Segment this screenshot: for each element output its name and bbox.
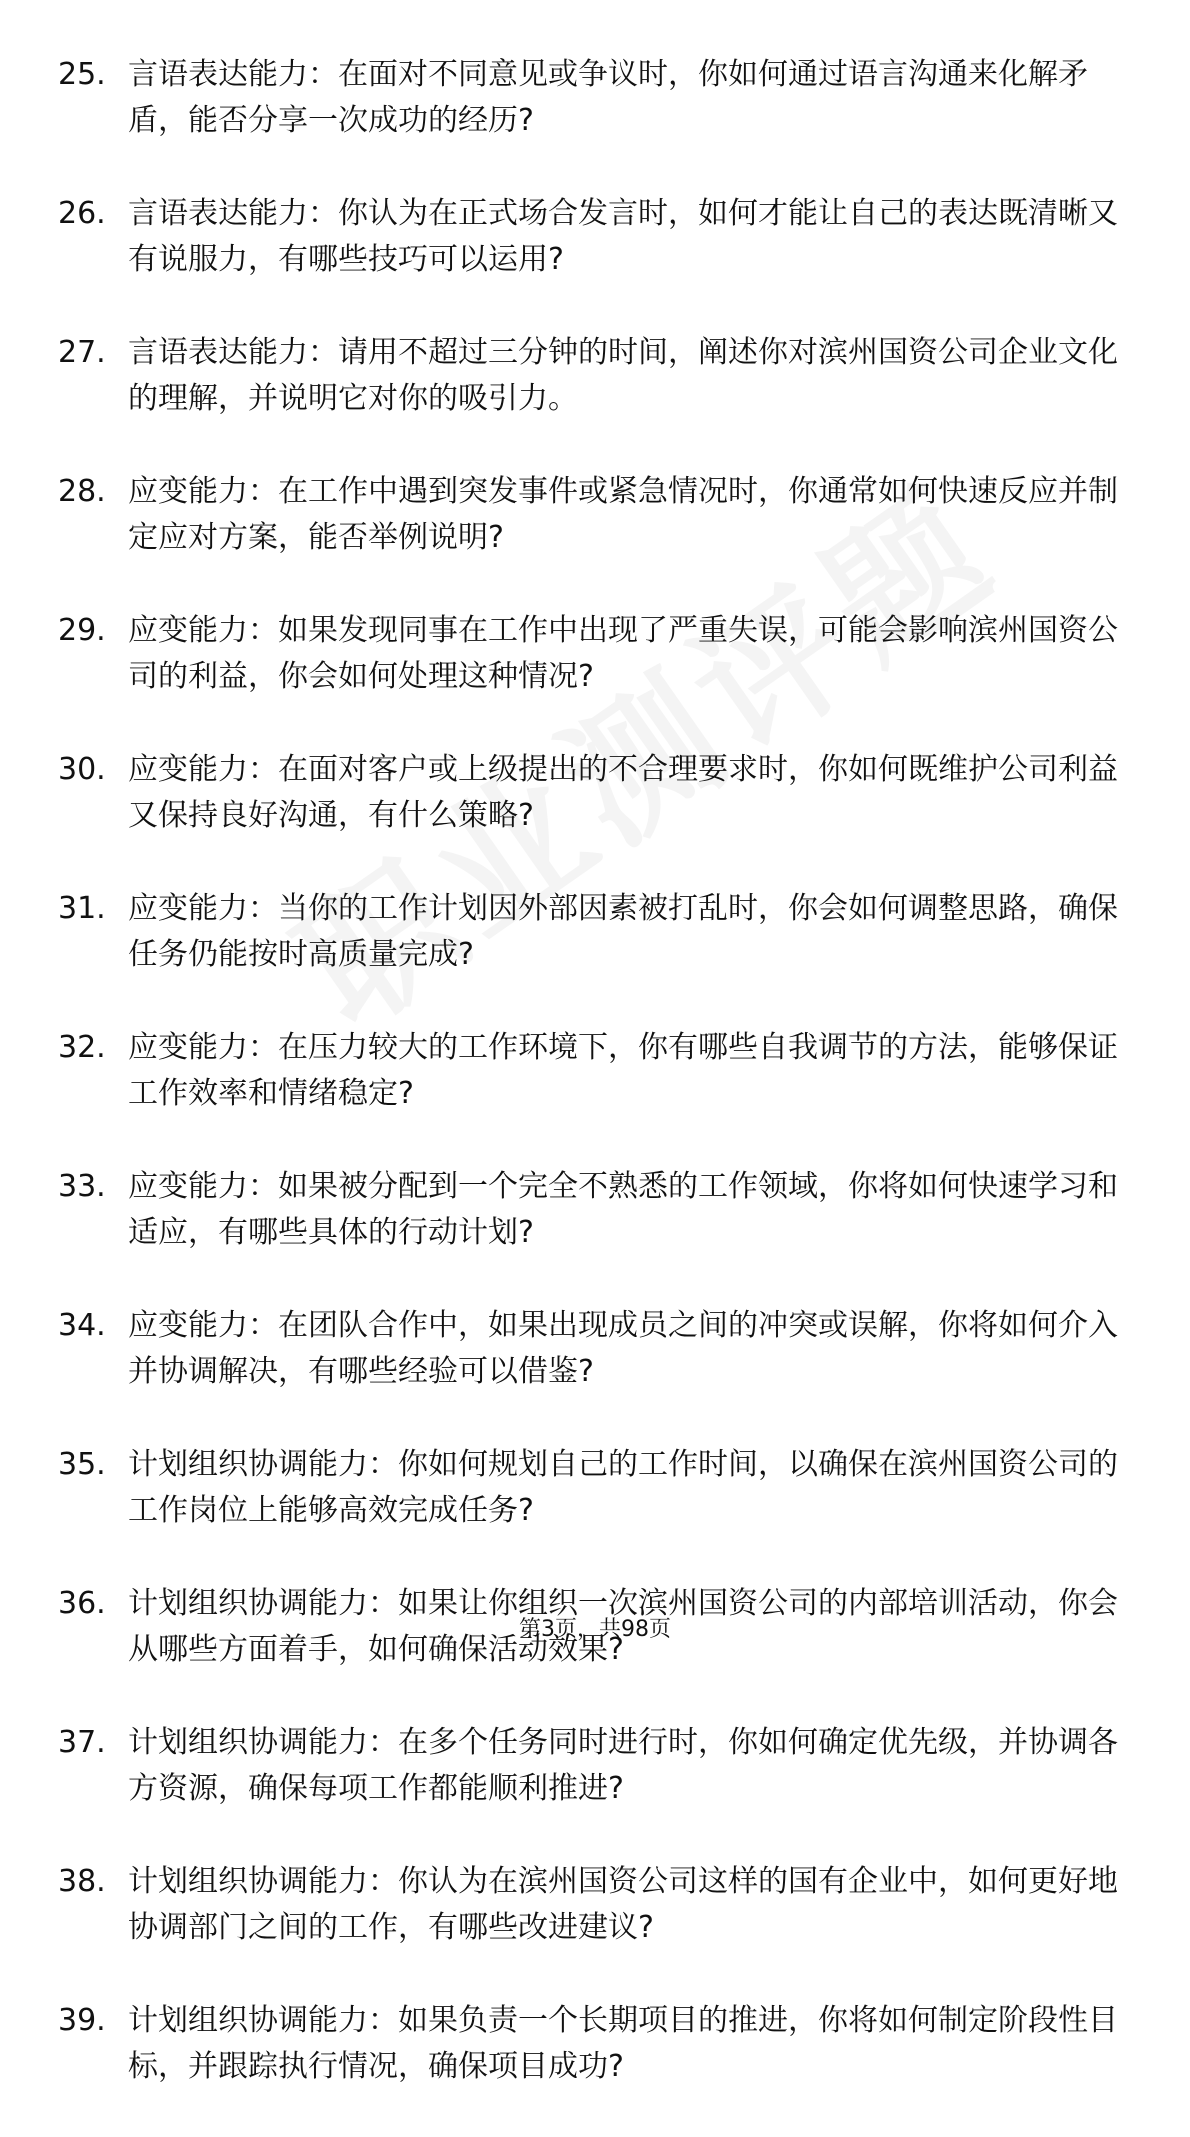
list-item	[0, 747, 1190, 863]
item-text: 计划组织协调能力：在多个任务同时进行时，你如何确定优先级，并协调各方资源，确保每项工作都能顺利推进?	[128, 1725, 1118, 1806]
item-text: 言语表达能力：你认为在正式场合发言时，如何才能让自己的表达既清晰又有说服力，有哪些技巧可以运用?	[128, 196, 1118, 277]
item-number: 35.	[58, 1447, 106, 1482]
item-text: 计划组织协调能力：如果让你组织一次滨州国资公司的内部培训活动，你会从哪些方面着手，如何确保活动效果?	[128, 1586, 1118, 1667]
list-item	[0, 52, 1190, 168]
item-text: 应变能力：在团队合作中，如果出现成员之间的冲突或误解，你将如何介入并协调解决，有哪些经验可以借鉴?	[128, 1308, 1118, 1389]
item-text: 应变能力：在压力较大的工作环境下，你有哪些自我调节的方法，能够保证工作效率和情绪稳定?	[128, 1030, 1118, 1111]
item-number: 28.	[58, 474, 106, 509]
list-item	[0, 1859, 1190, 1975]
item-number: 32.	[58, 1030, 106, 1065]
page-footer: 第3页，共98页	[519, 1617, 671, 1642]
list-item	[0, 1998, 1190, 2114]
item-text: 应变能力：如果发现同事在工作中出现了严重失误，可能会影响滨州国资公司的利益，你会如何处理这种情况?	[128, 613, 1118, 694]
list-item	[0, 1025, 1190, 1141]
list-item	[0, 608, 1190, 724]
item-number: 29.	[58, 613, 106, 648]
item-text: 计划组织协调能力：你认为在滨州国资公司这样的国有企业中，如何更好地协调部门之间的工作，有哪些改进建议?	[128, 1864, 1118, 1945]
item-number: 37.	[58, 1725, 106, 1760]
list-item	[0, 1303, 1190, 1419]
item-number: 26.	[58, 196, 106, 231]
item-number: 31.	[58, 891, 106, 926]
item-number: 30.	[58, 752, 106, 787]
item-number: 25.	[58, 57, 106, 92]
item-number: 39.	[58, 2003, 106, 2038]
item-number: 38.	[58, 1864, 106, 1899]
item-text: 应变能力：当你的工作计划因外部因素被打乱时，你会如何调整思路，确保任务仍能按时高质量完成?	[128, 891, 1118, 972]
list-item	[0, 886, 1190, 1002]
list-item	[0, 469, 1190, 585]
item-text: 计划组织协调能力：你如何规划自己的工作时间，以确保在滨州国资公司的工作岗位上能够高效完成任务?	[128, 1447, 1118, 1528]
list-item	[0, 1720, 1190, 1836]
item-text: 应变能力：如果被分配到一个完全不熟悉的工作领域，你将如何快速学习和适应，有哪些具体的行动计划?	[128, 1169, 1118, 1250]
list-item	[0, 1442, 1190, 1558]
list-item	[0, 1164, 1190, 1280]
item-text: 言语表达能力：在面对不同意见或争议时，你如何通过语言沟通来化解矛盾，能否分享一次成功的经历?	[128, 57, 1088, 138]
item-text: 言语表达能力：请用不超过三分钟的时间，阐述你对滨州国资公司企业文化的理解，并说明它对你的吸引力。	[128, 335, 1118, 416]
list-item	[0, 191, 1190, 307]
item-text: 应变能力：在面对客户或上级提出的不合理要求时，你如何既维护公司利益又保持良好沟通，有什么策略?	[128, 752, 1118, 833]
item-number: 33.	[58, 1169, 106, 1204]
item-text: 应变能力：在工作中遇到突发事件或紧急情况时，你通常如何快速反应并制定应对方案，能否举例说明?	[128, 474, 1118, 555]
item-number: 27.	[58, 335, 106, 370]
list-item	[0, 330, 1190, 446]
question-list	[0, 52, 1190, 2137]
item-number: 36.	[58, 1586, 106, 1621]
item-text: 计划组织协调能力：如果负责一个长期项目的推进，你将如何制定阶段性目标，并跟踪执行情况，确保项目成功?	[128, 2003, 1118, 2084]
item-number: 34.	[58, 1308, 106, 1343]
